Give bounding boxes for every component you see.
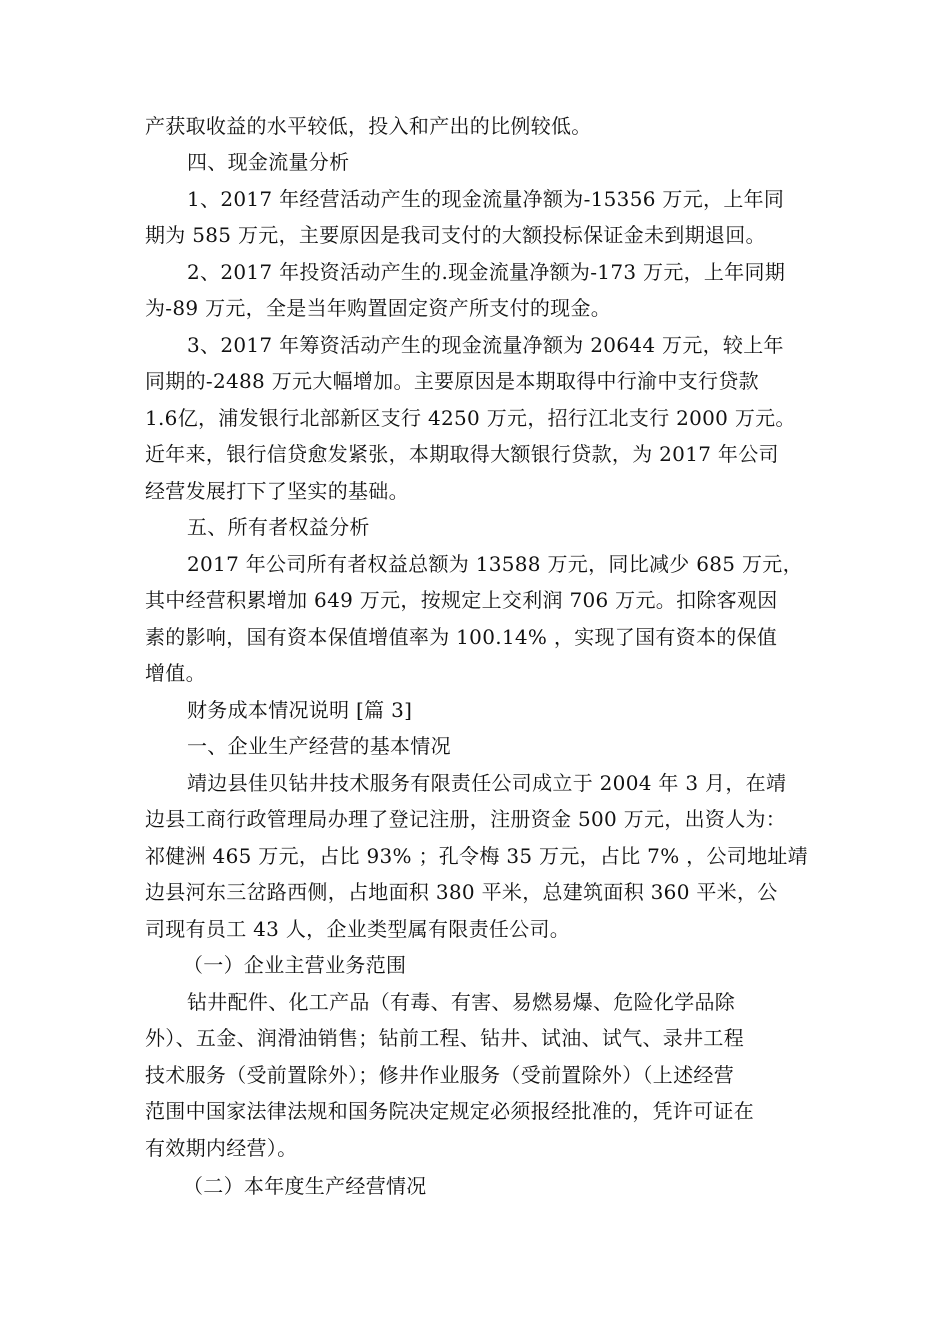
text-line: 技术服务（受前置除外）；修井作业服务（受前置除外）（上述经营 <box>145 1063 734 1087</box>
text-line: 边县工商行政管理局办理了登记注册，注册资金 500 万元，出资人为： <box>145 807 787 831</box>
text-line: 素的影响，国有资本保值增值率为 100.14% ，实现了国有资本的保值 <box>145 625 778 649</box>
text-line: 范围中国家法律法规和国务院决定规定必须报经批准的，凭许可证在 <box>145 1099 754 1123</box>
text-line: 2、2017 年投资活动产生的.现金流量净额为-173 万元，上年同期 <box>187 260 786 284</box>
text-line: 边县河东三岔路西侧，占地面积 380 平米，总建筑面积 360 平米，公 <box>145 880 778 904</box>
text-line: 1.6亿，浦发银行北部新区支行 4250 万元，招行江北支行 2000 万元。 <box>145 406 796 430</box>
text-line: 同期的-2488 万元大幅增加。主要原因是本期取得中行渝中支行贷款 <box>145 369 759 393</box>
article-title: 财务成本情况说明 [篇 3] <box>187 698 413 722</box>
text-line: 产获取收益的水平较低，投入和产出的比例较低。 <box>145 114 592 138</box>
text-line: 靖边县佳贝钻井技术服务有限责任公司成立于 2004 年 3 月，在靖 <box>187 771 787 795</box>
text-line: 3、2017 年筹资活动产生的现金流量净额为 20644 万元，较上年 <box>187 333 784 357</box>
section-heading-equity: 五、所有者权益分析 <box>187 515 370 539</box>
text-line: 期为 585 万元，主要原因是我司支付的大额投标保证金未到期退回。 <box>145 223 766 247</box>
text-line: 增值。 <box>145 661 206 685</box>
text-line: 经营发展打下了坚实的基础。 <box>145 479 409 503</box>
text-line: 2017 年公司所有者权益总额为 13588 万元，同比减少 685 万元， <box>187 552 803 576</box>
section-heading-cash-flow: 四、现金流量分析 <box>187 150 350 174</box>
text-line: 1、2017 年经营活动产生的现金流量净额为-15356 万元，上年同 <box>187 187 785 211</box>
subsection-heading-business-scope: （一）企业主营业务范围 <box>183 953 407 977</box>
text-line: 外）、五金、润滑油销售；钻前工程、钻井、试油、试气、录井工程 <box>145 1026 744 1050</box>
text-line: 近年来，银行信贷愈发紧张，本期取得大额银行贷款，为 2017 年公司 <box>145 442 779 466</box>
text-line: 钻井配件、化工产品（有毒、有害、易燃易爆、危险化学品除 <box>187 990 736 1014</box>
text-line: 为-89 万元，全是当年购置固定资产所支付的现金。 <box>145 296 612 320</box>
text-line: 有效期内经营）。 <box>145 1136 298 1160</box>
subsection-heading-annual-operations: （二）本年度生产经营情况 <box>183 1174 427 1198</box>
text-line: 司现有员工 43 人，企业类型属有限责任公司。 <box>145 917 571 941</box>
text-line: 祁健洲 465 万元，占比 93% ；孔令梅 35 万元，占比 7% ，公司地址靖 <box>145 844 808 868</box>
text-line: 其中经营积累增加 649 万元，按规定上交利润 706 万元。扣除客观因 <box>145 588 778 612</box>
section-heading-basic-info: 一、企业生产经营的基本情况 <box>187 734 451 758</box>
